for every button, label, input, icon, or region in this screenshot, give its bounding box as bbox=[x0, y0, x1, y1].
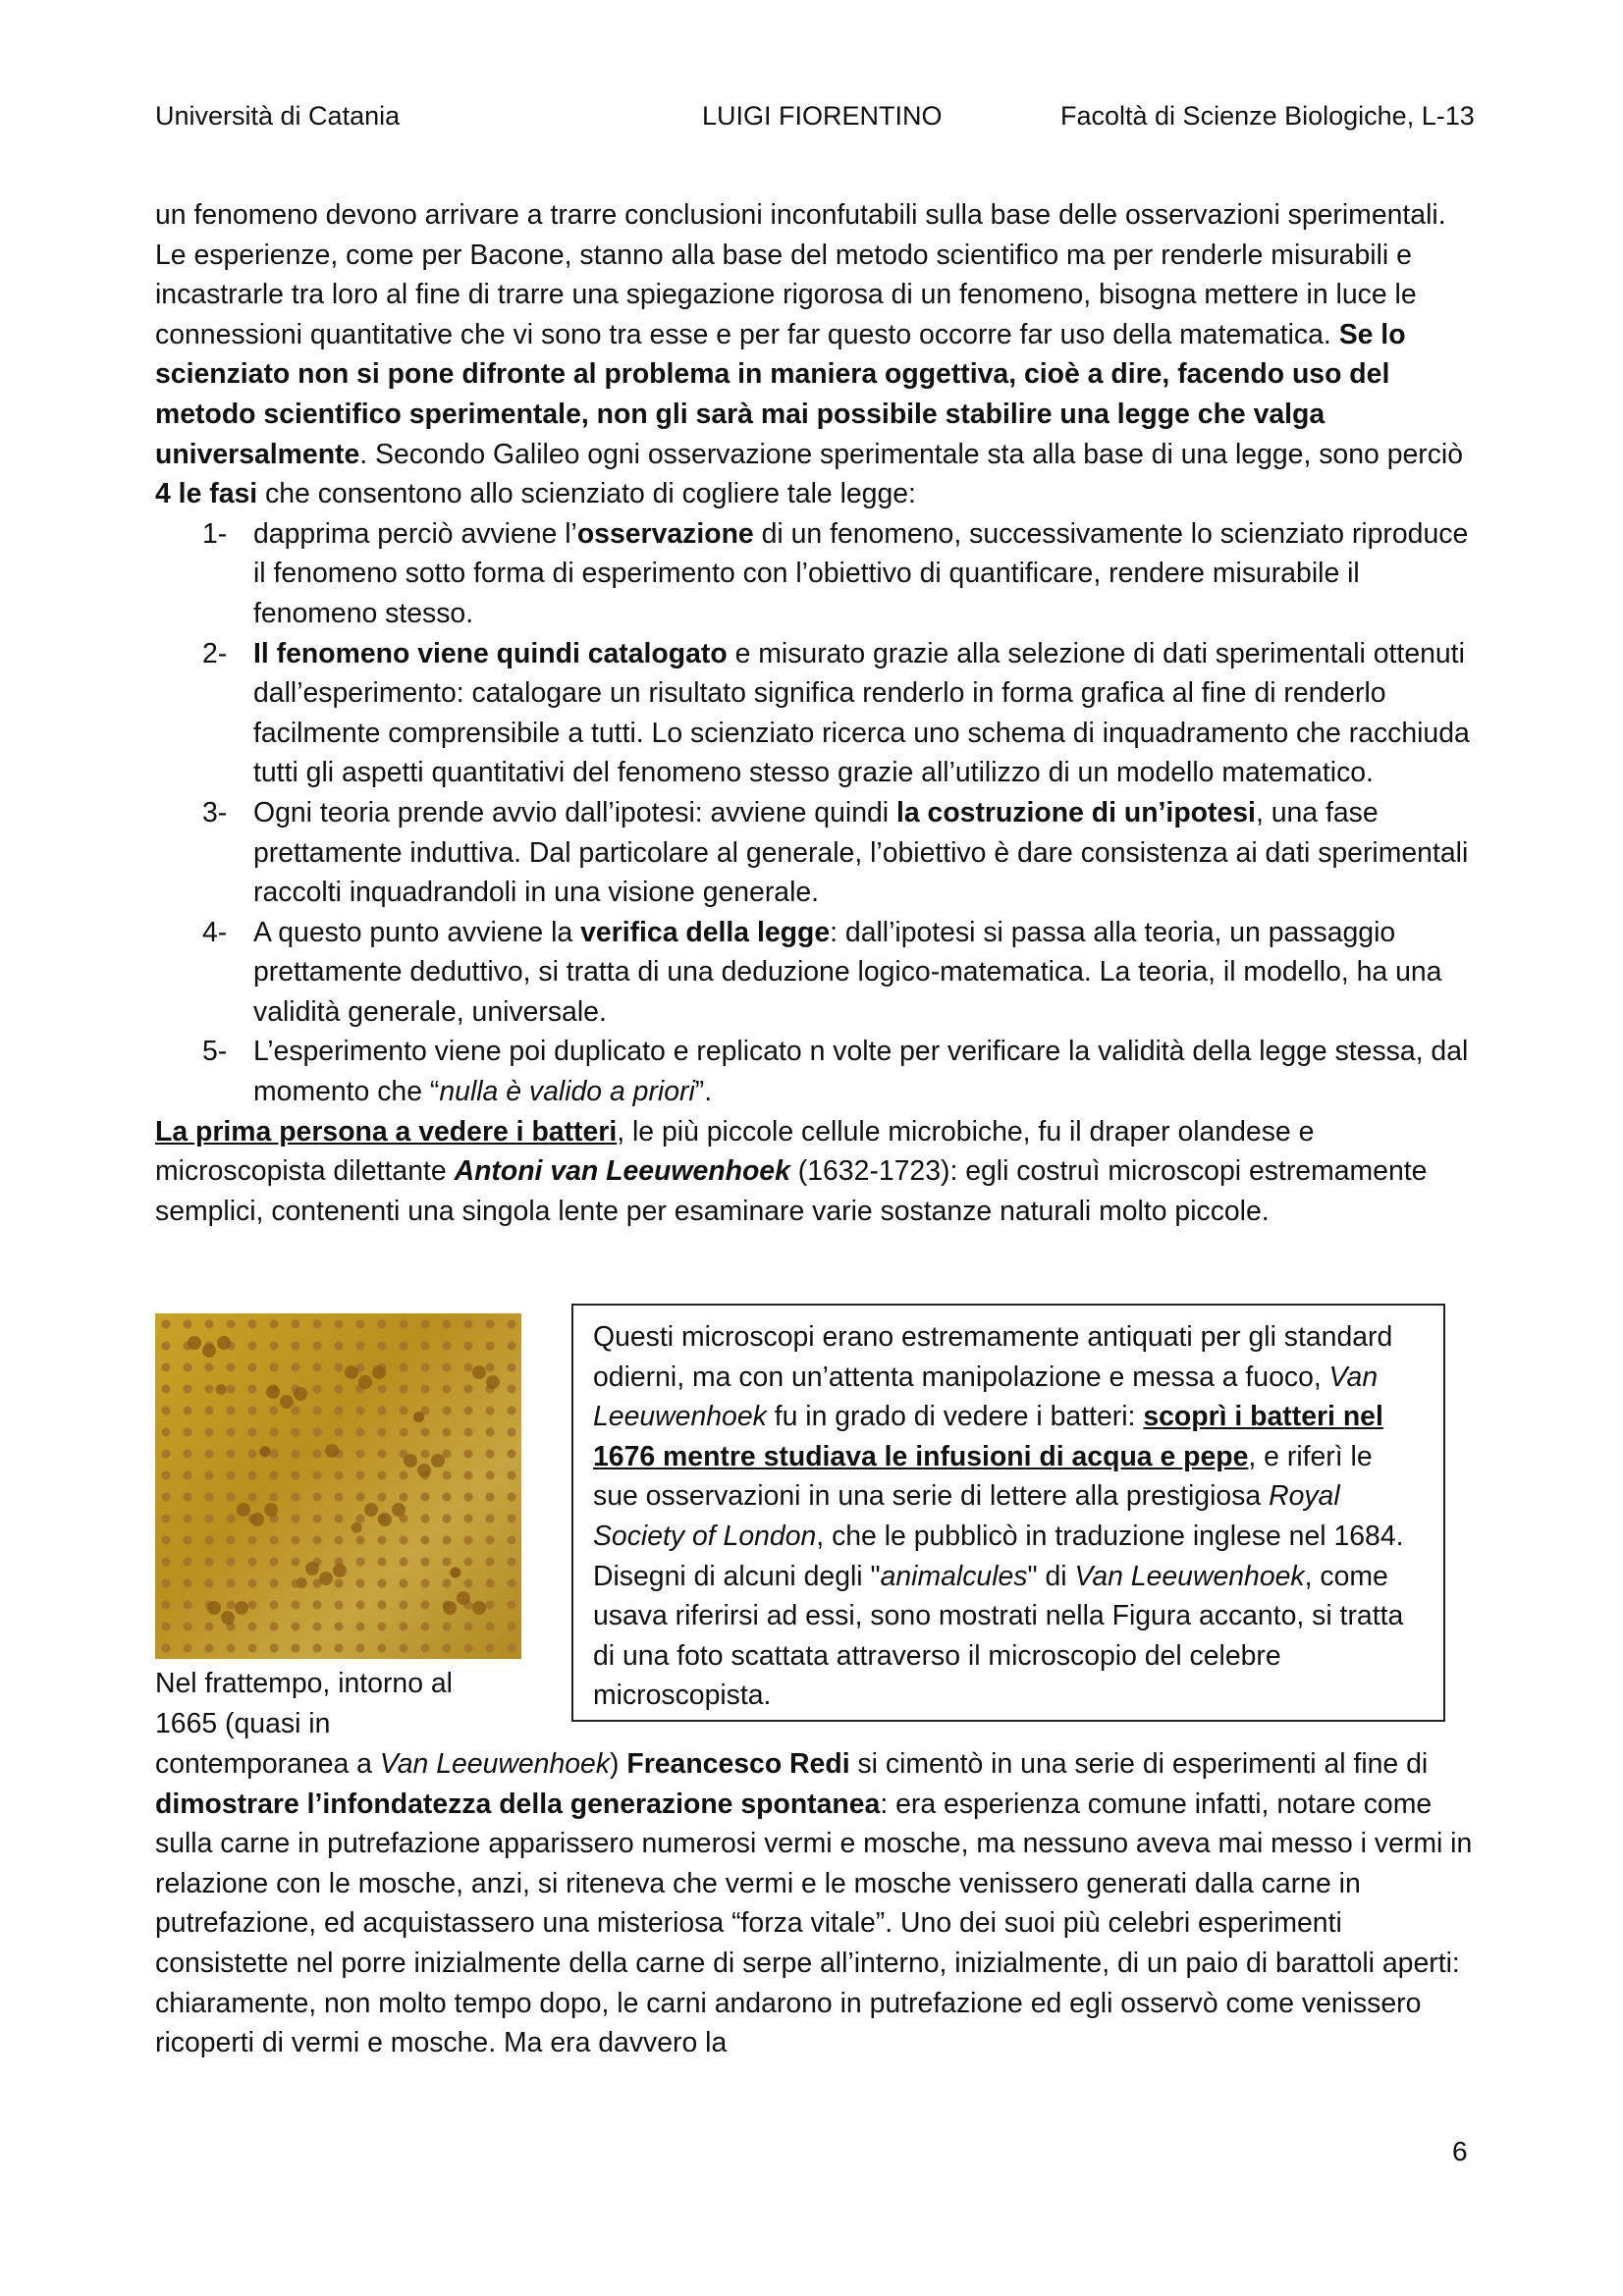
phase-italic: nulla è valido a priori bbox=[439, 1076, 695, 1108]
list-item bbox=[155, 634, 1476, 793]
leeuwenhoek-paragraph bbox=[155, 1112, 1476, 1232]
redi-text: : era esperienza comune infatti, notare come sulla carne in putrefazione apparissero numerosi vermi e mosche, ma nessuno aveva mai messo i vermi in relazione con le mosche, anzi, si riteneva che vermi e le mosche venissero generati dalla carne in putrefazione, ed acquistassero una misteriosa “forza vitale”. Uno dei suoi più celebri esperimenti consistette nel porre inizialmente della carne di serpe all’interno, inizialmente, di un paio di barattoli aperti: chiaramente, non molto tempo dopo, le carni andarono in putrefazione ed egli osservò come venissero ricoperti di vermi e mosche. Ma era davvero la bbox=[155, 1788, 1473, 2059]
list-number: 1- bbox=[202, 517, 228, 550]
phase-text: ”. bbox=[694, 1076, 713, 1108]
box-text: , che le pubblicò in traduzione inglese nel 1684. Disegni di alcuni degli " bbox=[593, 1520, 1404, 1592]
header-university: Università di Catania bbox=[155, 101, 401, 131]
phase-text: L’esperimento viene poi duplicato e replicato n volte per verificare la validità della legge stessa, dal momento che “ bbox=[253, 1036, 1469, 1108]
page-number: 6 bbox=[1452, 2136, 1468, 2166]
header-author: LUIGI FIORENTINO bbox=[702, 101, 943, 131]
box-text: , come usava riferirsi ad essi, sono mostrati nella Figura accanto, si tratta di una foto scattata attraverso il microscopio del celebre microscopista. bbox=[593, 1560, 1404, 1712]
list-number: 3- bbox=[202, 796, 228, 828]
phase-text: Ogni teoria prende avvio dall’ipotesi: avviene quindi bbox=[253, 796, 896, 828]
intro-text-c: che consentono allo scienziato di cogliere tale legge: bbox=[257, 478, 916, 510]
box-text: , e riferì le sue osservazioni in una serie di lettere alla prestigiosa bbox=[593, 1440, 1373, 1513]
leeuwenhoek-name: Antoni van Leeuwenhoek bbox=[454, 1155, 790, 1188]
leeuwenhoek-text: (1632-1723): egli costruì microscopi estremamente semplici, contenenti una singola lente per esaminare varie sostanze naturali molto piccole. bbox=[155, 1155, 1428, 1227]
list-item bbox=[155, 1032, 1476, 1111]
redi-intro-fragment: Nel frattempo, intorno al 1665 (quasi in bbox=[155, 1668, 453, 1739]
redi-text: ) bbox=[610, 1748, 627, 1780]
phases-list bbox=[155, 514, 1476, 1112]
redi-bold: dimostrare l’infondatezza della generazione spontanea bbox=[155, 1788, 881, 1820]
box-highlight: scoprì i batteri nel 1676 mentre studiava le infusioni di acqua e pepe bbox=[593, 1401, 1383, 1472]
list-item bbox=[155, 793, 1476, 913]
bacteria-microscope-photo bbox=[155, 1313, 521, 1659]
box-italic: Royal Society of London bbox=[593, 1480, 1340, 1552]
list-number: 2- bbox=[202, 637, 228, 669]
redi-text: si cimentò in una serie di esperimenti al fine di bbox=[849, 1748, 1429, 1780]
box-italic: Van Leeuwenhoek bbox=[1074, 1560, 1305, 1592]
leeuwenhoek-textbox bbox=[571, 1304, 1445, 1722]
intro-paragraph bbox=[155, 195, 1476, 514]
box-text: Questi microscopi erano estremamente antiquati per gli standard odierni, ma con un’attenta manipolazione e messa a fuoco, bbox=[593, 1321, 1393, 1393]
box-text: fu in grado di vedere i batteri: bbox=[766, 1401, 1144, 1433]
leeuwenhoek-heading: La prima persona a vedere i batteri bbox=[155, 1115, 618, 1148]
list-item bbox=[155, 913, 1476, 1033]
phase-bold: Il fenomeno viene quindi catalogato bbox=[253, 637, 728, 669]
phase-text: di un fenomeno, successivamente lo scienziato riproduce il fenomeno sotto forma di esperimento con l’obiettivo di quantificare, rendere misurabile il fenomeno stesso. bbox=[253, 517, 1469, 629]
redi-paragraph bbox=[155, 1744, 1476, 2063]
intro-text-b: . Secondo Galileo ogni osservazione sperimentale sta alla base di una legge, sono perciò bbox=[359, 438, 1464, 470]
phase-bold: osservazione bbox=[576, 517, 754, 550]
header-faculty: Facoltà di Scienze Biologiche, L-13 bbox=[1060, 101, 1475, 131]
intro-text-a: un fenomeno devono arrivare a trarre conclusioni inconfutabili sulla base delle osservazioni sperimentali. Le esperienze, come per Bacone, stanno alla base del metodo scientifico ma per renderle misurabili e incastrarle tra loro al fine di trarre una spiegazione rigorosa di un fenomeno, bisogna mettere in luce le connessioni quantitative che vi sono tra esse e per far questo occorre far uso della matematica. bbox=[155, 199, 1446, 350]
box-text: " di bbox=[1027, 1560, 1075, 1592]
list-number: 5- bbox=[202, 1036, 228, 1068]
redi-name: Freancesco Redi bbox=[626, 1748, 850, 1780]
box-italic: animalcules bbox=[880, 1560, 1028, 1592]
intro-bold: Se lo scienziato non si pone difronte al problema in maniera oggettiva, cioè a dire, facendo uso del metodo scientifico sperimentale, non gli sarà mai possibile stabilire una legge che valga universalmente bbox=[155, 318, 1406, 470]
redi-italic: Van Leeuwenhoek bbox=[379, 1748, 611, 1780]
phase-bold: verifica della legge bbox=[580, 916, 831, 948]
leeuwenhoek-text: , le più piccole cellule microbiche, fu il draper olandese e microscopista dilettante bbox=[155, 1115, 1315, 1188]
main-text bbox=[155, 195, 1476, 1231]
list-number: 4- bbox=[202, 916, 228, 948]
phase-text: , una fase prettamente induttiva. Dal particolare al generale, l’obiettivo è dare consistenza ai dati sperimentali raccolti inquadrandoli in una visione generale. bbox=[253, 796, 1469, 909]
phase-bold: la costruzione di un’ipotesi bbox=[895, 796, 1256, 828]
phase-text: dapprima perciò avviene l’ bbox=[253, 517, 577, 550]
phase-text: e misurato grazie alla selezione di dati sperimentali ottenuti dall’esperimento: catalogare un risultato significa renderlo in forma grafica al fine di renderlo facilmente comprensibile a tutti. Lo scienziato ricerca uno schema di inquadramento che racchiuda tutti gli aspetti quantitativi del fenomeno stesso grazie all’utilizzo di un modello matematico. bbox=[253, 637, 1470, 789]
list-item bbox=[155, 514, 1476, 634]
phase-text: A questo punto avviene la bbox=[253, 916, 581, 948]
box-italic: Van Leeuwenhoek bbox=[593, 1361, 1379, 1433]
intro-bold-phases: 4 le fasi bbox=[155, 478, 258, 510]
phase-text: : dall’ipotesi si passa alla teoria, un passaggio prettamente deduttivo, si tratta di una deduzione logico-matematica. La teoria, il modello, ha una validità generale, universale. bbox=[253, 916, 1442, 1028]
redi-text: contemporanea a bbox=[155, 1748, 380, 1780]
